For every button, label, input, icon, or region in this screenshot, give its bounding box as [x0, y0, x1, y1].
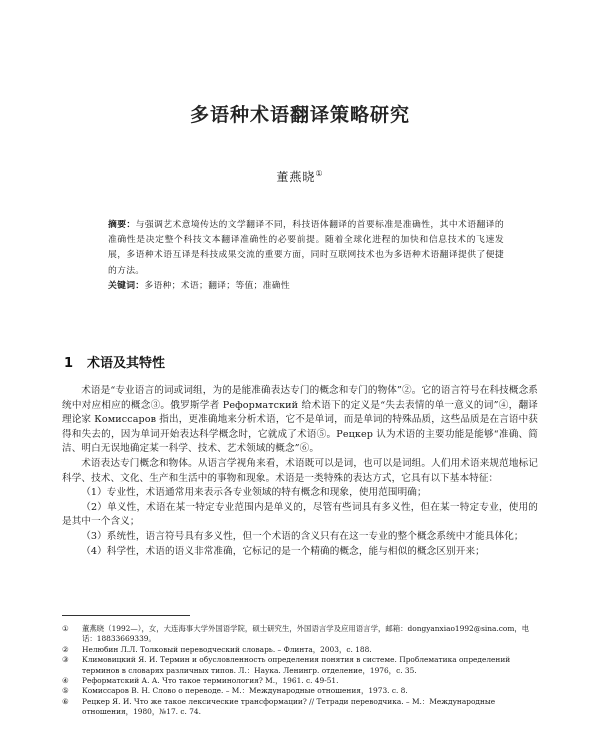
footnote-mark: ④: [62, 676, 69, 686]
abstract-text: 与强调艺术意境传达的文学翻译不同，科技语体翻译的首要标准是准确性，其中术语翻译的准确性是决定整个科技文本翻译准确性的必要前提。随着全球化进程的加快和信息技术的飞速发展，多语种术语互译是科技成果交流的重要方面，同时互联网技术也为多语种术语翻译提供了便捷的方法。: [108, 220, 504, 276]
footnote-text: Рецкер Я. И. Что же такое лексические трансформации? // Тетради переводчика. – М.：Международные отношения，1980，№17. с. 74.: [82, 696, 496, 717]
body-text: [62, 384, 538, 559]
footnote-mark: ⑤: [62, 686, 69, 696]
footnote: [62, 624, 538, 645]
body-paragraph: 术语是“专业语言的词或词组，为的是能准确表达专门的概念和专门的物体”②。它的语言符号在科技概念系统中对应相应的概念③。俄罗斯学者 Реформатский 给术语下的定义是“失去表情的单一意义的词”④，翻译理论家 Комиссаров 指出，更准确地来分析术语，它不是单词，而是单词的特殊品质，这些品质是在言语中获得和失去的，因为单词开始表达科学概念时，它就成了术语⑤。Рецкер 认为术语的主要功能是能够“准确、简洁、明白无误地确定某一科学、技术、艺术领域的概念”⑥。: [62, 385, 538, 455]
section-number: 1: [64, 356, 74, 371]
footnote: [62, 697, 538, 718]
footnote-divider: [62, 615, 190, 616]
paper-title: 多语种术语翻译策略研究: [189, 104, 410, 126]
footnote: [62, 655, 538, 676]
feature-item: （1）专业性，术语通常用来表示各专业领域的特有概念和现象，使用范围明确；: [81, 487, 427, 499]
feature-item: （3）系统性，语言符号具有多义性，但一个术语的含义只有在这一专业的整个概念系统中才能具体化；: [81, 530, 524, 542]
author-line: [0, 168, 600, 185]
feature-item: （2）单义性，术语在某一特定专业范围内是单义的，尽管有些词具有多义性，但在某一特定专业，使用的是其中一个含义；: [62, 501, 538, 528]
keywords-line: [108, 279, 504, 294]
footnote: [62, 676, 538, 686]
footnotes: [62, 624, 538, 718]
footnote-text: Нелюбин Л.Л. Толковый переводческий словарь. – Флинта，2003，с. 188.: [82, 644, 372, 654]
author-name: 董燕晓: [276, 170, 316, 184]
footnote: [62, 686, 538, 696]
section-title: 术语及其特性: [87, 356, 166, 371]
footnote-mark: ③: [62, 655, 69, 665]
footnote-mark: ①: [62, 624, 69, 633]
footnote-mark: ⑥: [62, 696, 69, 706]
abstract: [108, 218, 504, 294]
feature-item: （4）科学性，术语的语义非常准确，它标记的是一个精确的概念，能与相似的概念区别开来；: [81, 545, 485, 557]
author-footnote-mark: ①: [315, 169, 324, 178]
footnote-text: Климовицкий Я. И. Термин и обусловленность определения понятия в системе. Проблематика определений терминов в словарях различных типов. Л.：Наука. Ленингр. отделение，1976，с. 35.: [82, 655, 511, 675]
abstract-label: 摘要：: [108, 220, 136, 230]
section-heading: [64, 352, 165, 371]
body-paragraph: 术语表达专门概念和物体。从语言学视角来看，术语既可以是词，也可以是词组。人们用术语来规范地标记科学、技术、文化、生产和生活中的事物和现象。术语是一类特殊的表达方式，它具有以下基本特征：: [62, 457, 538, 484]
keywords-text: 多语种；术语；翻译；等值；准确性: [144, 280, 290, 291]
abstract-paragraph: [108, 218, 504, 279]
footnote: [62, 645, 538, 655]
footnote-text: 董燕晓（1992—），女，大连海事大学外国语学院，硕士研究生，外国语言学及应用语言学，邮箱：dongyanxiao1992@sina.com，电话：18833669339。: [82, 624, 530, 644]
footnote-text: Реформатский А. А. Что такое терминология? М.，1961. с. 49-51.: [82, 676, 339, 686]
keywords-label: 关键词：: [108, 280, 145, 291]
footnote-text: Комиссаров В. Н. Слово о переводе. – М.：Международные отношения，1973. с. 8.: [82, 686, 408, 696]
footnote-mark: ②: [62, 644, 69, 654]
